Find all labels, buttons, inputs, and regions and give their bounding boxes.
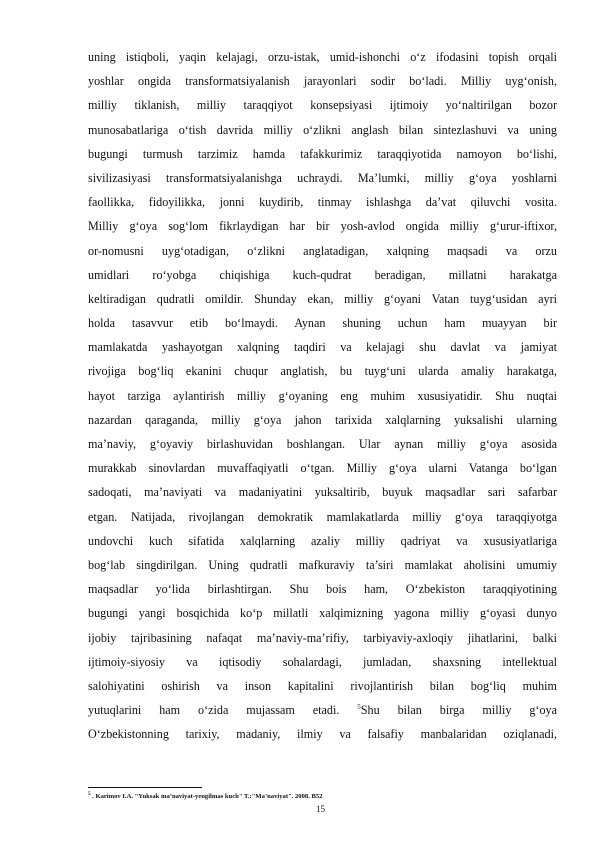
- text-line: salohiyatini oshirish va inson kapitalini rivojlantirish bilan bog‘liq muhim: [88, 678, 557, 693]
- text-line: O‘zbekistonning tarixiy, madaniy, ilmiy va falsafiy manbalaridan oziqlanadi,: [88, 727, 557, 742]
- text-line: nazardan qaraganda, milliy g‘oya jahon tarixida xalqlarning yuksalishi ularning: [88, 412, 557, 427]
- footnote-text: . Karimov I.A. "Yuksak ma’naviyat-yengilmas kuch" T.:"Ma’naviyat". 2008. B52: [90, 793, 323, 800]
- text-line: ijobiy tajribasining nafaqat ma’naviy-ma’rifiy, tarbiyaviy-axloqiy jihatlarini, balki: [88, 630, 557, 645]
- text-line: hayot tarziga aylantirish milliy g‘oyaning eng muhim xususiyatidir. Shu nuqtai: [88, 388, 557, 403]
- main-paragraph: [88, 45, 557, 746]
- text-line: bog‘lab singdirilgan. Uning qudratli mafkuraviy ta’siri mamlakat aholisini umumiy: [88, 557, 557, 572]
- text-line: etgan. Natijada, rivojlangan demokratik mamlakatlarda milliy g‘oya taraqqiyotga: [88, 509, 557, 524]
- text-line: uning istiqboli, yaqin kelajagi, orzu-istak, umid-ishonchi o‘z ifodasini topish orqali: [88, 50, 557, 64]
- text-line: faollikka, fidoyilikka, jonni kuydirib, tinmay ishlashga da’vat qiluvchi vosita.: [88, 195, 557, 210]
- text-line-segment: Shu bilan birga milliy g‘oya: [360, 703, 557, 718]
- text-line: umidlari ro‘yobga chiqishiga kuch-qudrat beradigan, millatni harakatga: [88, 267, 557, 282]
- text-line: holda tasavvur etib bo‘lmaydi. Aynan shuning uchun ham muayyan bir: [88, 316, 557, 331]
- page-number: 15: [316, 804, 325, 814]
- text-line: ma’naviy, g‘oyaviy birlashuvidan boshlangan. Ular aynan milliy g‘oya asosida: [88, 437, 557, 451]
- text-line: maqsadlar yo‘lida birlashtirgan. Shu bois ham, O‘zbekiston taraqqiyotining: [88, 582, 557, 597]
- text-line: [88, 698, 557, 722]
- text-line: mamlakatda yashayotgan xalqning taqdiri va kelajagi shu davlat va jamiyat: [88, 340, 557, 355]
- text-line-segment: yutuqlarini ham o‘zida mujassam etadi.: [88, 703, 340, 718]
- text-line: Milliy g‘oya sog‘lom fikrlaydigan har bir yosh-avlod ongida milliy g‘urur-iftixor,: [88, 219, 557, 234]
- text-line: or-nomusni uyg‘otadigan, o‘zlikni anglatadigan, xalqning maqsadi va orzu: [88, 243, 557, 258]
- text-line: yoshlar ongida transformatsiyalanish jarayonlari sodir bo‘ladi. Milliy uyg‘onish,: [88, 74, 557, 89]
- footnote-marker: 5: [88, 791, 91, 797]
- text-line: milliy tiklanish, milliy taraqqiyot konsepsiyasi ijtimoiy yo‘naltirilgan bozor: [88, 98, 557, 113]
- text-line: bugungi yangi bosqichida ko‘p millatli xalqimizning yagona milliy g‘oyasi dunyo: [88, 606, 557, 621]
- text-line: sivilizasiyasi transformatsiyalanishga uchraydi. Ma’lumki, milliy g‘oya yoshlarni: [88, 170, 557, 185]
- text-line: keltiradigan qudratli omildir. Shunday ekan, milliy g‘oyani Vatan tuyg‘usidan ayri: [88, 291, 557, 306]
- text-line: bugungi turmush tarzimiz hamda tafakkurimiz taraqqiyotida namoyon bo‘lishi,: [88, 146, 557, 161]
- page-body: [88, 45, 557, 746]
- footnote-reference: 5: [357, 703, 361, 712]
- text-line: munosabatlariga o‘tish davrida milliy o‘zlikni anglash bilan sintezlashuvi va uning: [88, 122, 557, 137]
- text-line: murakkab sinovlardan muvaffaqiyatli o‘tgan. Milliy g‘oya ularni Vatanga bo‘lgan: [88, 461, 557, 476]
- text-line: sadoqati, ma’naviyati va madaniyatini yuksaltirib, buyuk maqsadlar sari safarbar: [88, 485, 557, 500]
- footnote-divider: [88, 787, 202, 788]
- text-line: undovchi kuch sifatida xalqlarning azaliy milliy qadriyat va xususiyatlariga: [88, 533, 557, 548]
- text-line: ijtimoiy-siyosiy va iqtisodiy sohalardagi, jumladan, shaxsning intellektual: [88, 654, 557, 669]
- text-line: rivojiga bog‘liq ekanini chuqur anglatish, bu tuyg‘uni ularda amaliy harakatga,: [88, 364, 557, 379]
- footnote: [88, 793, 322, 800]
